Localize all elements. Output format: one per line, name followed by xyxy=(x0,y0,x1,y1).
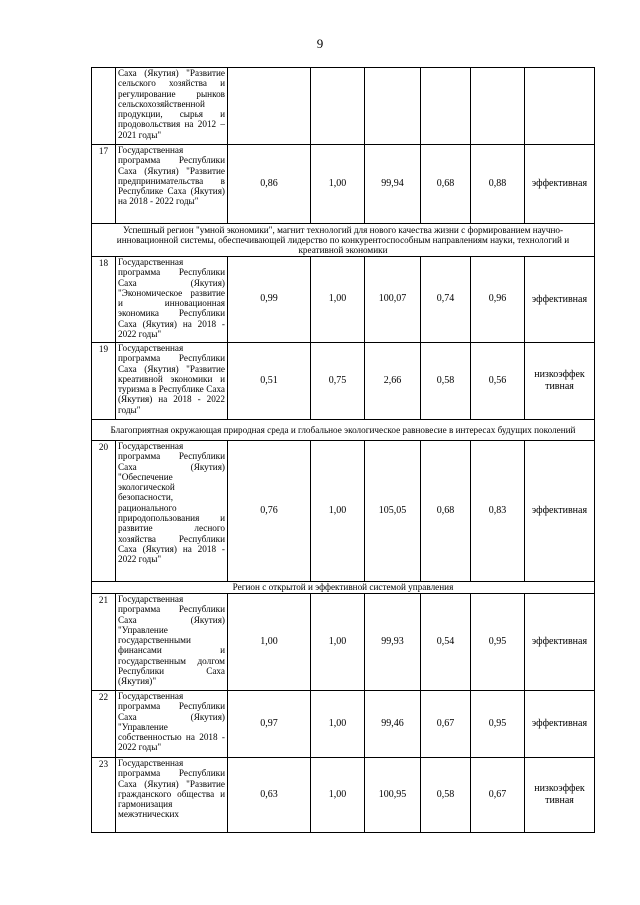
value-cell: 0,75 xyxy=(311,343,365,420)
table-row xyxy=(92,441,595,582)
value-cell: 0,58 xyxy=(421,343,471,420)
value-cell: 0,95 xyxy=(471,594,525,691)
value-cell xyxy=(365,68,421,145)
program-efficiency-table xyxy=(91,67,595,833)
value-cell: 1,00 xyxy=(311,441,365,582)
row-number: 21 xyxy=(92,594,116,691)
value-cell: 0,99 xyxy=(228,257,311,343)
value-cell: 0,54 xyxy=(421,594,471,691)
row-number: 22 xyxy=(92,691,116,758)
table-row xyxy=(92,343,595,420)
row-number: 23 xyxy=(92,758,116,833)
row-number: 19 xyxy=(92,343,116,420)
value-cell xyxy=(471,68,525,145)
value-cell: 1,00 xyxy=(311,594,365,691)
table-body xyxy=(92,68,595,833)
program-name: Саха (Якутия) "Развитие сельского хозяйства и регулирование рынков сельскохозяйственной продукции, сырья и продовольствия на 2012 – 2021 годы" xyxy=(116,68,228,145)
efficiency-result: эффективная xyxy=(525,257,595,343)
value-cell xyxy=(228,68,311,145)
efficiency-result: эффективная xyxy=(525,145,595,224)
value-cell: 99,46 xyxy=(365,691,421,758)
efficiency-result: эффективная xyxy=(525,441,595,582)
program-name: Государственная программа Республики Саха (Якутия) "Управление государственными финансами и государственным долгом Республики Саха (Якутия)" xyxy=(116,594,228,691)
value-cell: 0,95 xyxy=(471,691,525,758)
table-row xyxy=(92,145,595,224)
value-cell: 105,05 xyxy=(365,441,421,582)
value-cell: 1,00 xyxy=(311,691,365,758)
value-cell: 0,68 xyxy=(421,441,471,582)
value-cell: 99,93 xyxy=(365,594,421,691)
row-number: 20 xyxy=(92,441,116,582)
page-number: 9 xyxy=(316,36,324,51)
value-cell: 2,66 xyxy=(365,343,421,420)
value-cell: 0,51 xyxy=(228,343,311,420)
value-cell: 0,86 xyxy=(228,145,311,224)
efficiency-result: низкоэффек тивная xyxy=(525,758,595,833)
table-row xyxy=(92,691,595,758)
value-cell xyxy=(311,68,365,145)
value-cell: 100,95 xyxy=(365,758,421,833)
value-cell: 0,96 xyxy=(471,257,525,343)
value-cell: 1,00 xyxy=(228,594,311,691)
program-name: Государственная программа Республики Саха (Якутия) "Развитие предпринимательства в Республике Саха (Якутия) на 2018 - 2022 годы" xyxy=(116,145,228,224)
value-cell: 0,58 xyxy=(421,758,471,833)
efficiency-result: эффективная xyxy=(525,594,595,691)
value-cell: 99,94 xyxy=(365,145,421,224)
row-number: 17 xyxy=(92,145,116,224)
value-cell: 0,83 xyxy=(471,441,525,582)
value-cell: 0,67 xyxy=(471,758,525,833)
section-title: Благоприятная окружающая природная среда и глобальное экологическое равновесие в интересах будущих поколений xyxy=(92,420,595,441)
value-cell: 100,07 xyxy=(365,257,421,343)
efficiency-result: низкоэффек тивная xyxy=(525,343,595,420)
table-row xyxy=(92,594,595,691)
program-name: Государственная программа Республики Саха (Якутия) "Экономическое развитие и инновационная экономика Республики Саха (Якутия) на 2018 - 2022 годы" xyxy=(116,257,228,343)
efficiency-result: эффективная xyxy=(525,691,595,758)
section-title: Успешный регион "умной экономики", магнит технологий для нового качества жизни с формированием научно-инновационной системы, обеспечивающей лидерство по конкурентоспособным направлениям науки, технологий и креативной экономики xyxy=(92,224,595,257)
section-row xyxy=(92,582,595,594)
program-name: Государственная программа Республики Саха (Якутия) "Обеспечение экологической безопасности, рационального природопользования и развитие лесного хозяйства Республики Саха (Якутия) на 2018 - 2022 годы" xyxy=(116,441,228,582)
section-row xyxy=(92,420,595,441)
value-cell: 1,00 xyxy=(311,145,365,224)
section-row xyxy=(92,224,595,257)
section-title: Регион с открытой и эффективной системой управления xyxy=(92,582,595,594)
program-name: Государственная программа Республики Саха (Якутия) "Развитие креативной экономики и туризма в Республике Саха (Якутия) на 2018 - 2022 годы" xyxy=(116,343,228,420)
value-cell: 1,00 xyxy=(311,758,365,833)
row-number: 18 xyxy=(92,257,116,343)
value-cell: 0,67 xyxy=(421,691,471,758)
table-row xyxy=(92,758,595,833)
efficiency-result xyxy=(525,68,595,145)
value-cell: 0,63 xyxy=(228,758,311,833)
value-cell: 0,68 xyxy=(421,145,471,224)
table-row xyxy=(92,257,595,343)
table-row xyxy=(92,68,595,145)
program-name: Государственная программа Республики Саха (Якутия) "Развитие гражданского общества и гармонизация межэтнических xyxy=(116,758,228,833)
value-cell: 1,00 xyxy=(311,257,365,343)
value-cell: 0,74 xyxy=(421,257,471,343)
value-cell xyxy=(421,68,471,145)
value-cell: 0,88 xyxy=(471,145,525,224)
program-name: Государственная программа Республики Саха (Якутия) "Управление собственностью на 2018 - 2022 годы" xyxy=(116,691,228,758)
value-cell: 0,97 xyxy=(228,691,311,758)
value-cell: 0,76 xyxy=(228,441,311,582)
value-cell: 0,56 xyxy=(471,343,525,420)
row-number xyxy=(92,68,116,145)
